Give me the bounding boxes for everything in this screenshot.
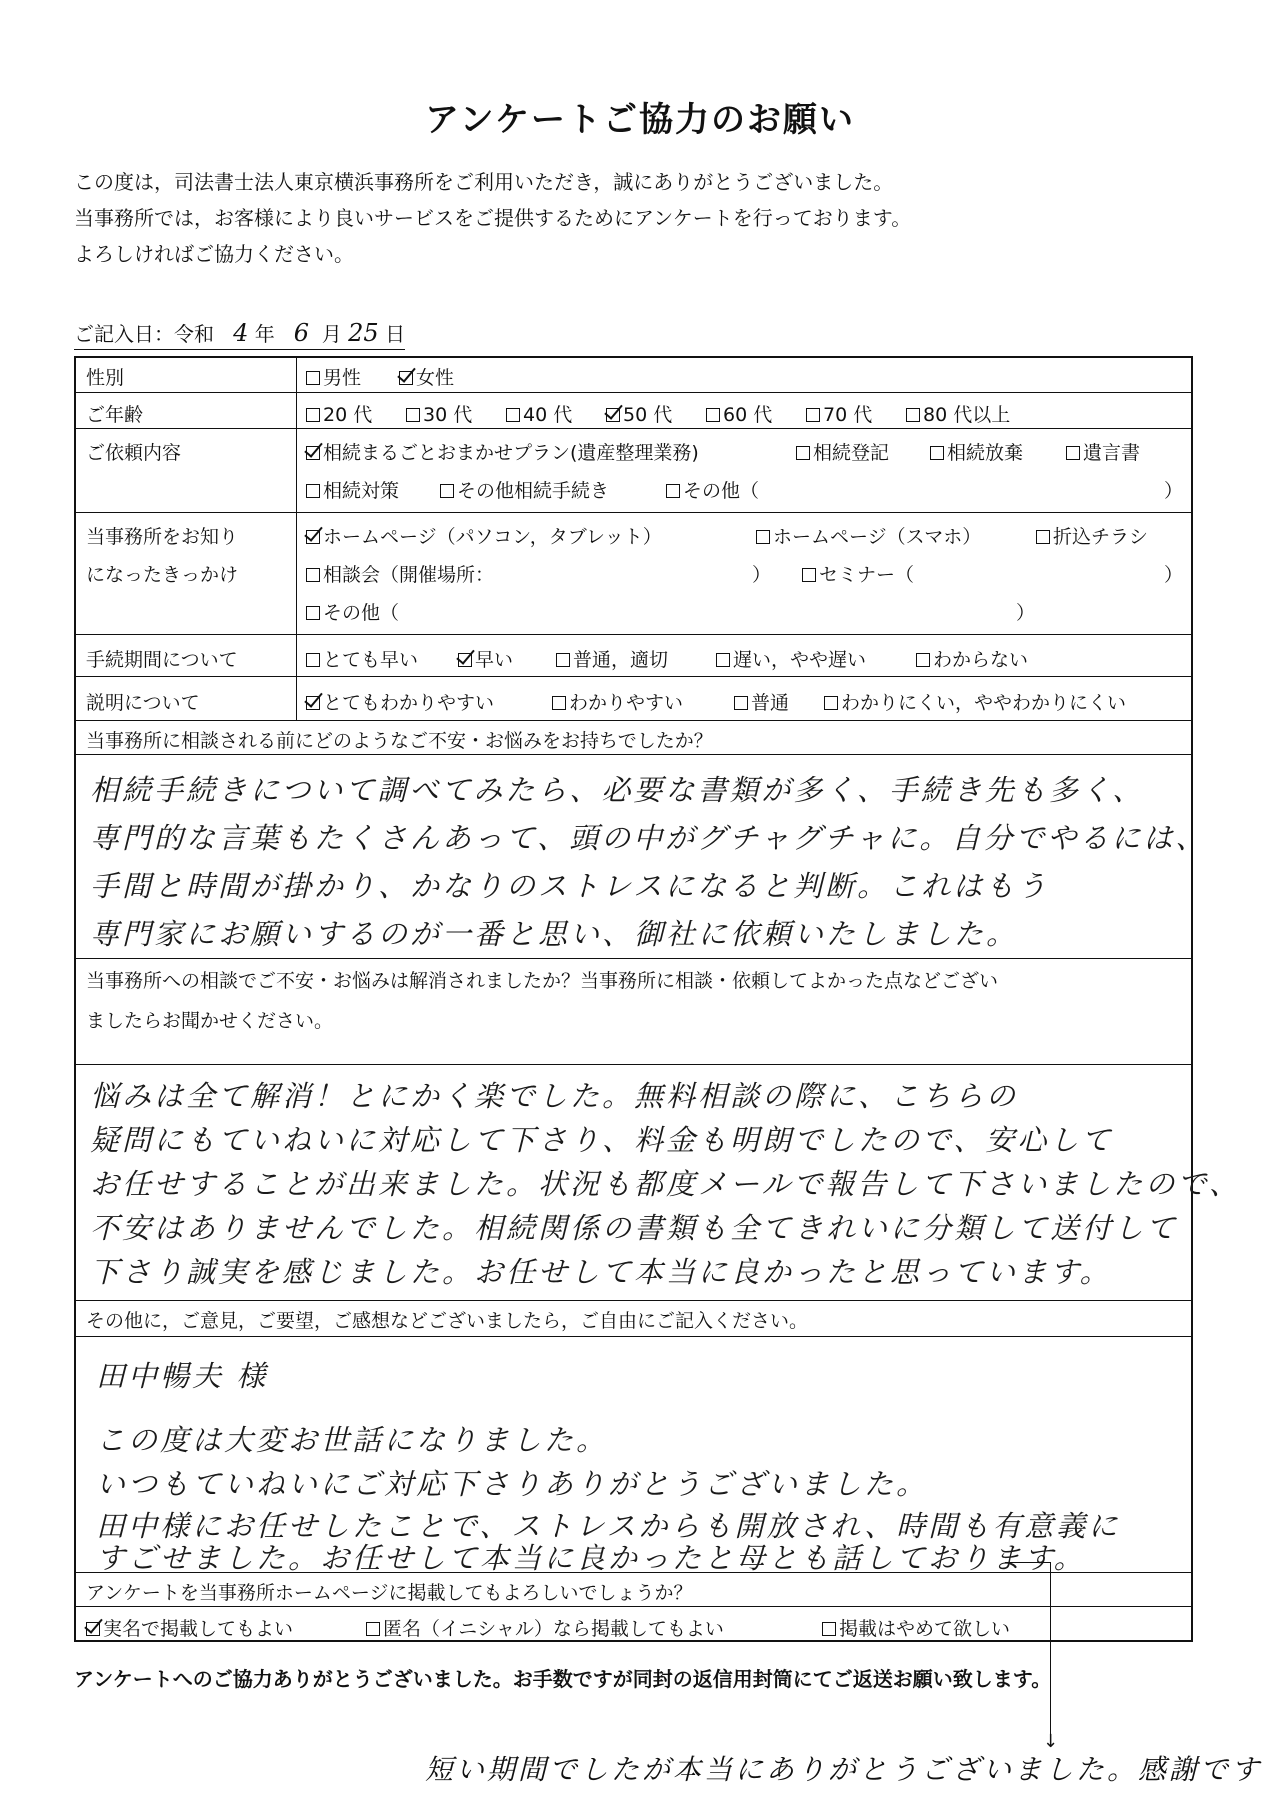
question-resolved-2: ましたらお聞かせください。 [86, 1010, 334, 1032]
option-male[interactable] [306, 363, 361, 390]
option-no-publish[interactable] [822, 1614, 1010, 1641]
row-divider [76, 512, 1191, 513]
date-month-unit: 月 [321, 322, 342, 346]
option-label: その他（ [323, 602, 400, 624]
question-other-comments: その他に，ご意見，ご要望，ご感想などございましたら，ご自由にご記入ください。 [86, 1310, 809, 1332]
option-label: 普通 [751, 692, 790, 714]
checkbox[interactable] [716, 653, 730, 667]
checkbox[interactable] [824, 696, 838, 710]
checkbox[interactable] [822, 1622, 836, 1636]
checkbox[interactable] [306, 606, 320, 620]
option-age-50[interactable] [606, 400, 672, 427]
venue-close: ） [752, 564, 772, 586]
checkbox[interactable] [306, 408, 320, 422]
option-label: 80 代以上 [923, 404, 1011, 426]
checkbox[interactable] [440, 484, 454, 498]
row-divider [76, 428, 1191, 429]
option-label: わからない [933, 649, 1029, 671]
checkbox[interactable] [756, 530, 770, 544]
option-age-80[interactable] [906, 400, 1010, 427]
checkbox[interactable] [306, 568, 320, 582]
checkbox-checked[interactable] [306, 530, 320, 544]
answer-line: いつもていねいにご対応下さりありがとうございました。 [96, 1467, 929, 1501]
checkbox[interactable] [552, 696, 566, 710]
option-label: 遺言書 [1083, 442, 1141, 464]
option-label: とても早い [323, 649, 419, 671]
checkbox[interactable] [916, 653, 930, 667]
option-unknown[interactable] [916, 645, 1028, 672]
option-homepage-mobile[interactable] [756, 522, 981, 549]
gender-label: 性別 [86, 367, 125, 389]
option-label: 匿名（イニシャル）なら掲載してもよい [383, 1618, 724, 1640]
answer-line: すごせました。お任せして本当に良かったと母とも話しております。 [96, 1541, 1086, 1575]
option-label: ホームページ（パソコン，タブレット） [323, 526, 662, 548]
date-year-unit: 年 [254, 322, 275, 346]
option-label: わかりやすい [569, 692, 684, 714]
option-age-20[interactable] [306, 400, 372, 427]
answer-line: 下さり誠実を感じました。お任せして本当に良かったと思っています。 [90, 1255, 1112, 1289]
date-day-unit: 日 [385, 322, 406, 346]
option-label: セミナー（ [819, 564, 915, 586]
option-label: 男性 [323, 367, 362, 389]
answer-line: 不安はありませんでした。相続関係の書類も全てきれいに分類して送付して [90, 1211, 1179, 1245]
option-seminar[interactable] [802, 560, 914, 587]
checkbox[interactable] [906, 408, 920, 422]
row-divider [76, 958, 1191, 959]
option-label: 相談会（開催場所： [323, 564, 495, 586]
row-divider [76, 720, 1191, 721]
intro-line-1: この度は，司法書士法人東京横浜事務所をご利用いただき，誠にありがとうございました。 [74, 170, 894, 194]
seminar-close: ） [1164, 564, 1184, 586]
checkbox[interactable] [556, 653, 570, 667]
row-divider [76, 1064, 1191, 1065]
row-divider [76, 1300, 1191, 1301]
option-label: 相続まるごとおまかせプラン(遺産整理業務) [323, 442, 699, 464]
option-label: 20 代 [323, 404, 373, 426]
entry-date [74, 318, 405, 350]
age-label: ご年齢 [86, 404, 144, 426]
question-before-consult: 当事務所に相談される前にどのようなご不安・お悩みをお持ちでしたか？ [86, 730, 713, 752]
footer-thanks: アンケートへのご協力ありがとうございました。お手数ですが同封の返信用封筒にてご返送お願い致します。 [74, 1667, 1052, 1691]
row-divider [76, 634, 1191, 635]
period-label: 手続期間について [86, 649, 238, 671]
option-fast[interactable] [458, 645, 513, 672]
option-label: 40 代 [523, 404, 573, 426]
checkbox[interactable] [930, 446, 944, 460]
option-label: 遅い，やや遅い [733, 649, 867, 671]
arrow-connector [1050, 1562, 1051, 1737]
checkbox[interactable] [1036, 530, 1050, 544]
checkbox[interactable] [306, 653, 320, 667]
option-label: ホームページ（スマホ） [773, 526, 982, 548]
option-source-other[interactable] [306, 598, 399, 625]
option-label: その他（ [683, 480, 760, 502]
answer-line: 疑問にもていねいに対応して下さり、料金も明朗でしたので、安心して [90, 1123, 1114, 1157]
option-will[interactable] [1066, 438, 1140, 465]
option-label: 相続放棄 [947, 442, 1024, 464]
option-label: 70 代 [823, 404, 873, 426]
option-anonymous[interactable] [366, 1614, 724, 1641]
source-label-1: 当事務所をお知り [86, 526, 239, 548]
intro-line-3: よろしければご協力ください。 [74, 242, 354, 266]
option-label: わかりにくい，ややわかりにくい [841, 692, 1127, 714]
option-label: 50 代 [623, 404, 673, 426]
row-divider [76, 392, 1191, 393]
checkbox[interactable] [1066, 446, 1080, 460]
date-month: 6 [293, 319, 310, 347]
row-divider [76, 754, 1191, 755]
handwritten-note: 短い期間でしたが本当にありがとうございました。感謝です [425, 1753, 1263, 1786]
answer-line: 手間と時間が掛かり、かなりのストレスになると判断。これはもう [90, 869, 1050, 903]
checkbox[interactable] [406, 408, 420, 422]
row-divider [76, 1336, 1191, 1337]
option-seminar-venue[interactable] [306, 560, 494, 587]
request-other-close: ） [1164, 480, 1184, 502]
option-unclear[interactable] [824, 688, 1126, 715]
option-very-clear[interactable] [306, 688, 494, 715]
checkbox[interactable] [506, 408, 520, 422]
checkbox[interactable] [806, 408, 820, 422]
option-label: 女性 [416, 367, 455, 389]
option-label: とてもわかりやすい [323, 692, 495, 714]
option-label: 早い [475, 649, 514, 671]
checkbox[interactable] [666, 484, 680, 498]
option-label: 相続対策 [323, 480, 400, 502]
answer-line: 悩みは全て解消！とにかく楽でした。無料相談の際に、こちらの [90, 1079, 1019, 1113]
option-label: 掲載はやめて欲しい [839, 1618, 1011, 1640]
answer-line: 専門的な言葉もたくさんあって、頭の中がグチャグチャに。自分でやるには、 [90, 821, 1208, 855]
date-day: 25 [348, 319, 379, 347]
answer-line: 田中様にお任せしたことで、ストレスからも開放され、時間も有意義に [96, 1509, 1121, 1543]
checkbox[interactable] [306, 484, 320, 498]
question-resolved-1: 当事務所への相談でご不安・お悩みは解消されましたか？当事務所に相談・依頼してよかった点などござい [86, 970, 999, 992]
checkbox-checked[interactable] [306, 696, 320, 710]
option-request-other[interactable] [666, 476, 759, 503]
question-publish: アンケートを当事務所ホームページに掲載してもよろしいでしょうか？ [86, 1582, 693, 1604]
checkbox-checked[interactable] [399, 371, 413, 385]
option-label: その他相続手続き [457, 480, 610, 502]
option-slow[interactable] [716, 645, 866, 672]
answer-line: 田中暢夫 様 [96, 1359, 269, 1393]
row-divider [76, 676, 1191, 677]
date-label: ご記入日：令和 [74, 322, 214, 346]
option-homepage-pc[interactable] [306, 522, 662, 549]
checkbox[interactable] [706, 408, 720, 422]
checkbox-checked[interactable] [606, 408, 620, 422]
option-label: 相続登記 [813, 442, 890, 464]
option-age-70[interactable] [806, 400, 872, 427]
option-full-plan[interactable] [306, 438, 699, 465]
checkbox-checked[interactable] [306, 446, 320, 460]
answer-line: 専門家にお願いするのが一番と思い、御社に依頼いたしました。 [90, 917, 1019, 951]
arrow-connector [1005, 1562, 1051, 1563]
option-label: 普通，適切 [573, 649, 669, 671]
option-real-name[interactable] [86, 1614, 293, 1641]
option-registration[interactable] [796, 438, 889, 465]
page-title: アンケートご協力のお願い [425, 100, 855, 140]
option-label: 実名で掲載してもよい [103, 1618, 294, 1640]
option-female[interactable] [399, 363, 454, 390]
option-clear[interactable] [552, 688, 683, 715]
option-very-fast[interactable] [306, 645, 418, 672]
answer-line: お任せすることが出来ました。状況も都度メールで報告して下さいましたので、 [90, 1167, 1241, 1201]
request-label: ご依頼内容 [86, 442, 182, 464]
option-label: 60 代 [723, 404, 773, 426]
arrow-down-icon: ↓ [1043, 1731, 1059, 1752]
option-renunciation[interactable] [930, 438, 1023, 465]
option-label: 30 代 [423, 404, 473, 426]
row-divider [76, 1606, 1191, 1607]
survey-form [74, 356, 1241, 1642]
option-label: 折込チラシ [1053, 526, 1149, 548]
checkbox-checked[interactable] [86, 1622, 100, 1636]
checkbox[interactable] [802, 568, 816, 582]
checkbox-checked[interactable] [458, 653, 472, 667]
answer-line: この度は大変お世話になりました。 [96, 1423, 609, 1457]
checkbox[interactable] [366, 1622, 380, 1636]
option-flyer[interactable] [1036, 522, 1148, 549]
source-other-close: ） [1016, 602, 1036, 624]
answer-line: 相続手続きについて調べてみたら、必要な書類が多く、手続き先も多く、 [90, 773, 1145, 807]
option-age-40[interactable] [506, 400, 572, 427]
checkbox[interactable] [734, 696, 748, 710]
label-column-divider [296, 358, 297, 720]
date-year: 4 [233, 319, 249, 347]
option-other-procedures[interactable] [440, 476, 609, 503]
explanation-label: 説明について [86, 692, 200, 714]
option-inheritance-planning[interactable] [306, 476, 399, 503]
checkbox[interactable] [306, 371, 320, 385]
option-age-60[interactable] [706, 400, 772, 427]
option-normal-explanation[interactable] [734, 688, 789, 715]
intro-line-2: 当事務所では，お客様により良いサービスをご提供するためにアンケートを行っております。 [74, 206, 912, 230]
option-normal[interactable] [556, 645, 668, 672]
source-label-2: になったきっかけ [86, 564, 239, 586]
option-age-30[interactable] [406, 400, 472, 427]
checkbox[interactable] [796, 446, 810, 460]
